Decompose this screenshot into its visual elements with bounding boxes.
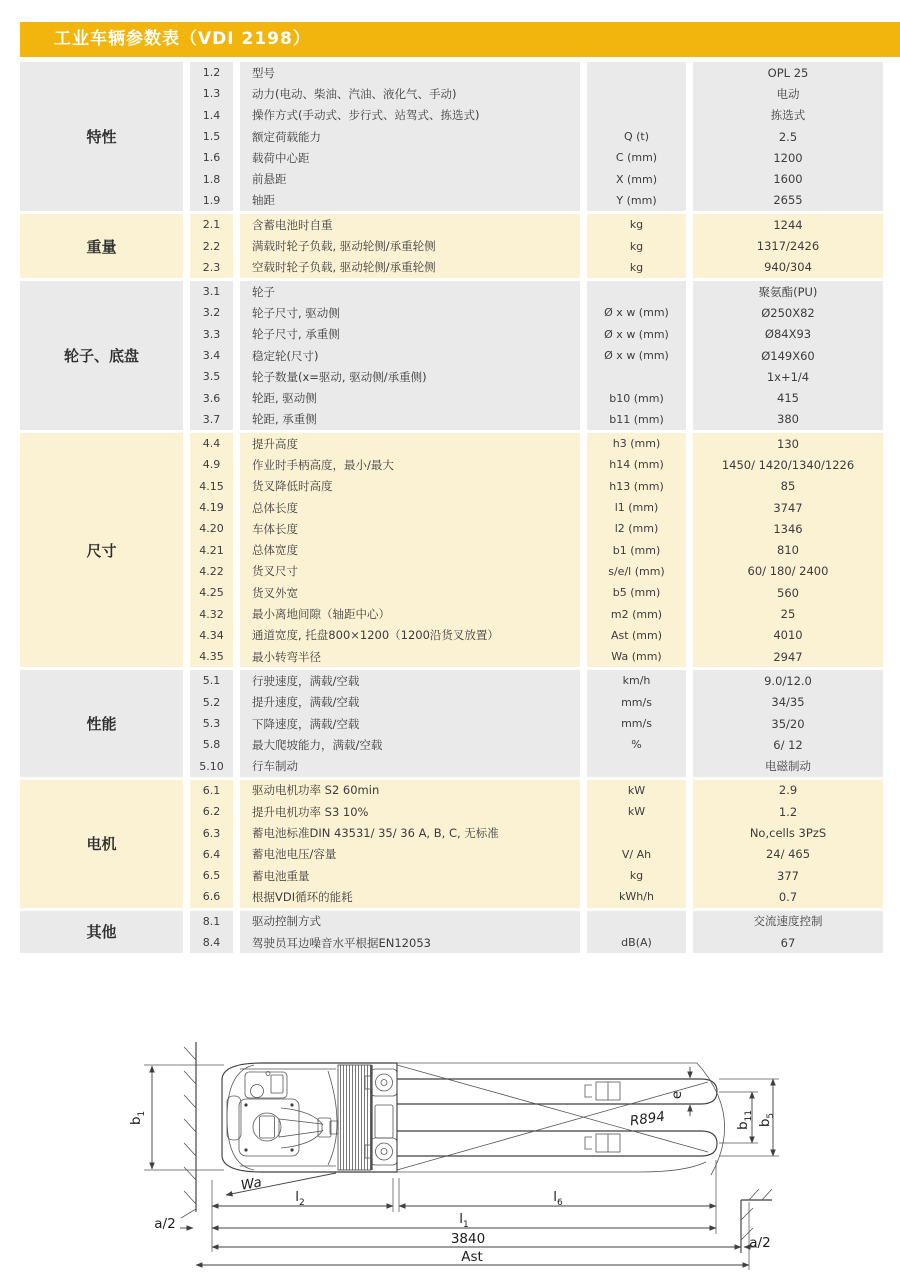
spec-section bbox=[20, 670, 883, 776]
row-value-cell: 377 bbox=[693, 865, 883, 886]
section-label: 尺寸 bbox=[20, 433, 183, 667]
row-number-cell: 4.4 bbox=[190, 433, 233, 454]
row-desc-cell: 轴距 bbox=[240, 190, 580, 211]
b1-label: $b_1$ bbox=[128, 1110, 147, 1126]
row-unit-cell: s/e/l (mm) bbox=[587, 561, 686, 582]
row-value-cell: No,cells 3PzS bbox=[693, 822, 883, 843]
row-unit-cell: l1 (mm) bbox=[587, 497, 686, 518]
row-desc-cell: 前悬距 bbox=[240, 168, 580, 189]
row-desc-cell: 轮距, 驱动侧 bbox=[240, 387, 580, 408]
row-desc-cell: 驾驶员耳边噪音水平根据EN12053 bbox=[240, 932, 580, 953]
row-value-cell: 交流速度控制 bbox=[693, 911, 883, 932]
row-number-cell: 3.7 bbox=[190, 409, 233, 430]
l2-label: $l_2$ bbox=[295, 1189, 305, 1208]
row-number-cell: 5.3 bbox=[190, 713, 233, 734]
row-value-cell: 1600 bbox=[693, 168, 883, 189]
row-number-cell: 1.3 bbox=[190, 83, 233, 104]
section-label: 特性 bbox=[20, 62, 183, 211]
row-number-cell: 3.3 bbox=[190, 324, 233, 345]
operator-platform bbox=[338, 1065, 371, 1170]
ast-label: Ast bbox=[461, 1249, 483, 1265]
row-number-cell: 6.4 bbox=[190, 844, 233, 865]
row-desc-cell: 作业时手柄高度，最小/最大 bbox=[240, 454, 580, 475]
row-unit-cell bbox=[587, 83, 686, 104]
row-value-cell: 9.0/12.0 bbox=[693, 670, 883, 691]
row-desc-cell: 蓄电池电压/容量 bbox=[240, 844, 580, 865]
overall-length-value: 3840 bbox=[450, 1231, 486, 1247]
row-value-cell: 1200 bbox=[693, 147, 883, 168]
row-number-cell: 3.5 bbox=[190, 366, 233, 387]
forks bbox=[397, 1079, 717, 1156]
row-value-cell: 940/304 bbox=[693, 257, 883, 278]
section-label: 电机 bbox=[20, 780, 183, 908]
row-unit-cell: Y (mm) bbox=[587, 190, 686, 211]
row-value-cell: 电磁制动 bbox=[693, 756, 883, 777]
row-number-cell: 1.5 bbox=[190, 126, 233, 147]
row-desc-cell: 空载时轮子负载, 驱动轮侧/承重轮侧 bbox=[240, 257, 580, 278]
row-unit-cell: Wa (mm) bbox=[587, 646, 686, 667]
row-desc-cell: 下降速度，满载/空载 bbox=[240, 713, 580, 734]
row-desc-cell: 货叉外宽 bbox=[240, 582, 580, 603]
page-title: 工业车辆参数表（VDI 2198） bbox=[20, 22, 900, 57]
row-unit-cell bbox=[587, 105, 686, 126]
row-number-cell: 1.9 bbox=[190, 190, 233, 211]
row-unit-cell bbox=[587, 822, 686, 843]
row-value-cell: 85 bbox=[693, 476, 883, 497]
row-number-cell: 2.2 bbox=[190, 235, 233, 256]
row-value-cell: 25 bbox=[693, 603, 883, 624]
row-unit-cell: dB(A) bbox=[587, 932, 686, 953]
technical-drawing bbox=[0, 1012, 900, 1282]
section-label: 其他 bbox=[20, 911, 183, 954]
row-unit-cell: kW bbox=[587, 801, 686, 822]
row-unit-cell: kW bbox=[587, 780, 686, 801]
row-desc-cell: 满载时轮子负载, 驱动轮侧/承重轮侧 bbox=[240, 235, 580, 256]
row-desc-cell: 提升速度，满载/空载 bbox=[240, 692, 580, 713]
row-number-cell: 3.4 bbox=[190, 345, 233, 366]
row-number-cell: 4.32 bbox=[190, 603, 233, 624]
row-value-cell: 560 bbox=[693, 582, 883, 603]
row-value-cell: Ø84X93 bbox=[693, 324, 883, 345]
chassis-plate bbox=[239, 1099, 299, 1156]
row-number-cell: 3.6 bbox=[190, 387, 233, 408]
row-unit-cell: b10 (mm) bbox=[587, 387, 686, 408]
row-number-cell: 8.1 bbox=[190, 911, 233, 932]
row-unit-cell: X (mm) bbox=[587, 168, 686, 189]
row-unit-cell: C (mm) bbox=[587, 147, 686, 168]
row-desc-cell: 最小转弯半径 bbox=[240, 646, 580, 667]
row-unit-cell: kg bbox=[587, 257, 686, 278]
row-desc-cell: 含蓄电池时自重 bbox=[240, 214, 580, 235]
row-desc-cell: 蓄电池标准DIN 43531/ 35/ 36 A, B, C, 无标准 bbox=[240, 822, 580, 843]
row-number-cell: 2.3 bbox=[190, 257, 233, 278]
row-desc-cell: 驱动控制方式 bbox=[240, 911, 580, 932]
row-desc-cell: 轮子尺寸, 驱动侧 bbox=[240, 302, 580, 323]
row-number-cell: 3.2 bbox=[190, 302, 233, 323]
a2-left-label: a/2 bbox=[154, 1216, 176, 1232]
row-number-cell: 4.22 bbox=[190, 561, 233, 582]
row-value-cell: 聚氨酯(PU) bbox=[693, 281, 883, 302]
drive-wheel-top bbox=[371, 1069, 397, 1096]
row-value-cell: 415 bbox=[693, 387, 883, 408]
row-number-cell: 4.35 bbox=[190, 646, 233, 667]
b11-label: $b_{11}$ bbox=[735, 1109, 754, 1131]
row-unit-cell: b5 (mm) bbox=[587, 582, 686, 603]
row-unit-cell bbox=[587, 911, 686, 932]
row-value-cell: 67 bbox=[693, 932, 883, 953]
row-number-cell: 1.2 bbox=[190, 62, 233, 83]
row-number-cell: 4.34 bbox=[190, 625, 233, 646]
spec-section bbox=[20, 433, 883, 667]
e-label: e bbox=[669, 1090, 685, 1100]
row-number-cell: 5.2 bbox=[190, 692, 233, 713]
row-desc-cell: 轮子数量(x=驱动, 驱动侧/承重侧) bbox=[240, 366, 580, 387]
row-value-cell: 2655 bbox=[693, 190, 883, 211]
spec-section bbox=[20, 281, 883, 430]
row-desc-cell: 根据VDI循环的能耗 bbox=[240, 886, 580, 907]
row-number-cell: 1.8 bbox=[190, 168, 233, 189]
row-desc-cell: 提升电机功率 S3 10% bbox=[240, 801, 580, 822]
row-unit-cell: kg bbox=[587, 235, 686, 256]
row-desc-cell: 型号 bbox=[240, 62, 580, 83]
turning-envelope bbox=[397, 1063, 725, 1175]
row-unit-cell: h14 (mm) bbox=[587, 454, 686, 475]
row-value-cell: 4010 bbox=[693, 625, 883, 646]
row-unit-cell bbox=[587, 756, 686, 777]
row-unit-cell: % bbox=[587, 734, 686, 755]
row-number-cell: 1.6 bbox=[190, 147, 233, 168]
row-desc-cell: 行车制动 bbox=[240, 756, 580, 777]
row-value-cell: 电动 bbox=[693, 83, 883, 104]
row-unit-cell: Ø x w (mm) bbox=[587, 324, 686, 345]
row-desc-cell: 动力(电动、柴油、汽油、液化气、手动) bbox=[240, 83, 580, 104]
row-value-cell: 1346 bbox=[693, 518, 883, 539]
row-desc-cell: 车体长度 bbox=[240, 518, 580, 539]
row-unit-cell: kg bbox=[587, 214, 686, 235]
row-unit-cell: V/ Ah bbox=[587, 844, 686, 865]
row-unit-cell: m2 (mm) bbox=[587, 603, 686, 624]
row-number-cell: 4.25 bbox=[190, 582, 233, 603]
row-desc-cell: 蓄电池重量 bbox=[240, 865, 580, 886]
row-number-cell: 1.4 bbox=[190, 105, 233, 126]
row-value-cell: 24/ 465 bbox=[693, 844, 883, 865]
r894-label: R894 bbox=[628, 1108, 666, 1130]
row-desc-cell: 货叉降低时高度 bbox=[240, 476, 580, 497]
spec-section bbox=[20, 214, 883, 278]
row-unit-cell bbox=[587, 281, 686, 302]
l6-label: $l_6$ bbox=[553, 1189, 563, 1208]
row-value-cell: Ø250X82 bbox=[693, 302, 883, 323]
row-desc-cell: 总体宽度 bbox=[240, 540, 580, 561]
section-label: 重量 bbox=[20, 214, 183, 278]
row-unit-cell: b1 (mm) bbox=[587, 540, 686, 561]
row-value-cell: 60/ 180/ 2400 bbox=[693, 561, 883, 582]
row-desc-cell: 最大爬坡能力，满载/空载 bbox=[240, 734, 580, 755]
row-desc-cell: 载荷中心距 bbox=[240, 147, 580, 168]
aisle-walls bbox=[184, 1042, 772, 1253]
spec-section bbox=[20, 911, 883, 954]
row-value-cell: 1317/2426 bbox=[693, 235, 883, 256]
row-unit-cell: mm/s bbox=[587, 692, 686, 713]
row-value-cell: 2.5 bbox=[693, 126, 883, 147]
row-number-cell: 6.2 bbox=[190, 801, 233, 822]
row-number-cell: 6.5 bbox=[190, 865, 233, 886]
row-desc-cell: 额定荷载能力 bbox=[240, 126, 580, 147]
row-desc-cell: 轮子 bbox=[240, 281, 580, 302]
top-view-diagram bbox=[0, 1012, 900, 1282]
row-number-cell: 6.1 bbox=[190, 780, 233, 801]
row-value-cell: 1x+1/4 bbox=[693, 366, 883, 387]
row-value-cell: 1244 bbox=[693, 214, 883, 235]
row-value-cell: 380 bbox=[693, 409, 883, 430]
row-value-cell: Ø149X60 bbox=[693, 345, 883, 366]
row-desc-cell: 最小离地间隙（轴距中心） bbox=[240, 603, 580, 624]
b5-label: $b_5$ bbox=[757, 1112, 776, 1128]
section-label: 性能 bbox=[20, 670, 183, 776]
row-desc-cell: 轮距, 承重侧 bbox=[240, 409, 580, 430]
row-unit-cell: kg bbox=[587, 865, 686, 886]
row-desc-cell: 操作方式(手动式、步行式、站驾式、拣选式) bbox=[240, 105, 580, 126]
row-unit-cell: kWh/h bbox=[587, 886, 686, 907]
row-value-cell: 2.9 bbox=[693, 780, 883, 801]
row-number-cell: 5.10 bbox=[190, 756, 233, 777]
row-desc-cell: 货叉尺寸 bbox=[240, 561, 580, 582]
row-number-cell: 4.21 bbox=[190, 540, 233, 561]
tiller-arm bbox=[279, 1119, 322, 1137]
row-unit-cell: Ast (mm) bbox=[587, 625, 686, 646]
row-desc-cell: 提升高度 bbox=[240, 433, 580, 454]
row-number-cell: 4.9 bbox=[190, 454, 233, 475]
row-desc-cell: 驱动电机功率 S2 60min bbox=[240, 780, 580, 801]
row-unit-cell bbox=[587, 62, 686, 83]
row-unit-cell: Ø x w (mm) bbox=[587, 345, 686, 366]
row-desc-cell: 通道宽度, 托盘800×1200（1200沿货叉放置） bbox=[240, 625, 580, 646]
spec-table bbox=[20, 62, 883, 956]
row-value-cell: 34/35 bbox=[693, 692, 883, 713]
section-label: 轮子、底盘 bbox=[20, 281, 183, 430]
row-desc-cell: 轮子尺寸, 承重侧 bbox=[240, 324, 580, 345]
row-unit-cell: b11 (mm) bbox=[587, 409, 686, 430]
row-number-cell: 8.4 bbox=[190, 932, 233, 953]
row-unit-cell bbox=[587, 366, 686, 387]
row-number-cell: 6.3 bbox=[190, 822, 233, 843]
wa-label: Wa bbox=[239, 1174, 263, 1194]
spec-section bbox=[20, 780, 883, 908]
truck-body bbox=[222, 1063, 397, 1172]
row-value-cell: 35/20 bbox=[693, 713, 883, 734]
row-value-cell: OPL 25 bbox=[693, 62, 883, 83]
drive-wheel-bottom bbox=[371, 1138, 397, 1165]
row-number-cell: 4.19 bbox=[190, 497, 233, 518]
row-desc-cell: 总体长度 bbox=[240, 497, 580, 518]
row-number-cell: 5.1 bbox=[190, 670, 233, 691]
row-number-cell: 6.6 bbox=[190, 886, 233, 907]
a2-right-label: a/2 bbox=[749, 1235, 771, 1251]
row-value-cell: 拣选式 bbox=[693, 105, 883, 126]
row-unit-cell: km/h bbox=[587, 670, 686, 691]
row-unit-cell: h3 (mm) bbox=[587, 433, 686, 454]
row-value-cell: 810 bbox=[693, 540, 883, 561]
row-unit-cell: l2 (mm) bbox=[587, 518, 686, 539]
row-unit-cell: Q (t) bbox=[587, 126, 686, 147]
row-number-cell: 5.8 bbox=[190, 734, 233, 755]
row-number-cell: 4.20 bbox=[190, 518, 233, 539]
row-unit-cell: mm/s bbox=[587, 713, 686, 734]
row-value-cell: 6/ 12 bbox=[693, 734, 883, 755]
row-value-cell: 1450/ 1420/1340/1226 bbox=[693, 454, 883, 475]
row-desc-cell: 稳定轮(尺寸) bbox=[240, 345, 580, 366]
row-unit-cell: h13 (mm) bbox=[587, 476, 686, 497]
row-desc-cell: 行驶速度，满载/空载 bbox=[240, 670, 580, 691]
row-value-cell: 3747 bbox=[693, 497, 883, 518]
row-number-cell: 4.15 bbox=[190, 476, 233, 497]
row-value-cell: 2947 bbox=[693, 646, 883, 667]
steering-wheel bbox=[253, 1113, 281, 1141]
l1-label: $l_1$ bbox=[459, 1211, 469, 1230]
row-unit-cell: Ø x w (mm) bbox=[587, 302, 686, 323]
row-number-cell: 3.1 bbox=[190, 281, 233, 302]
spec-section bbox=[20, 62, 883, 211]
row-value-cell: 1.2 bbox=[693, 801, 883, 822]
row-value-cell: 0.7 bbox=[693, 886, 883, 907]
row-number-cell: 2.1 bbox=[190, 214, 233, 235]
row-value-cell: 130 bbox=[693, 433, 883, 454]
